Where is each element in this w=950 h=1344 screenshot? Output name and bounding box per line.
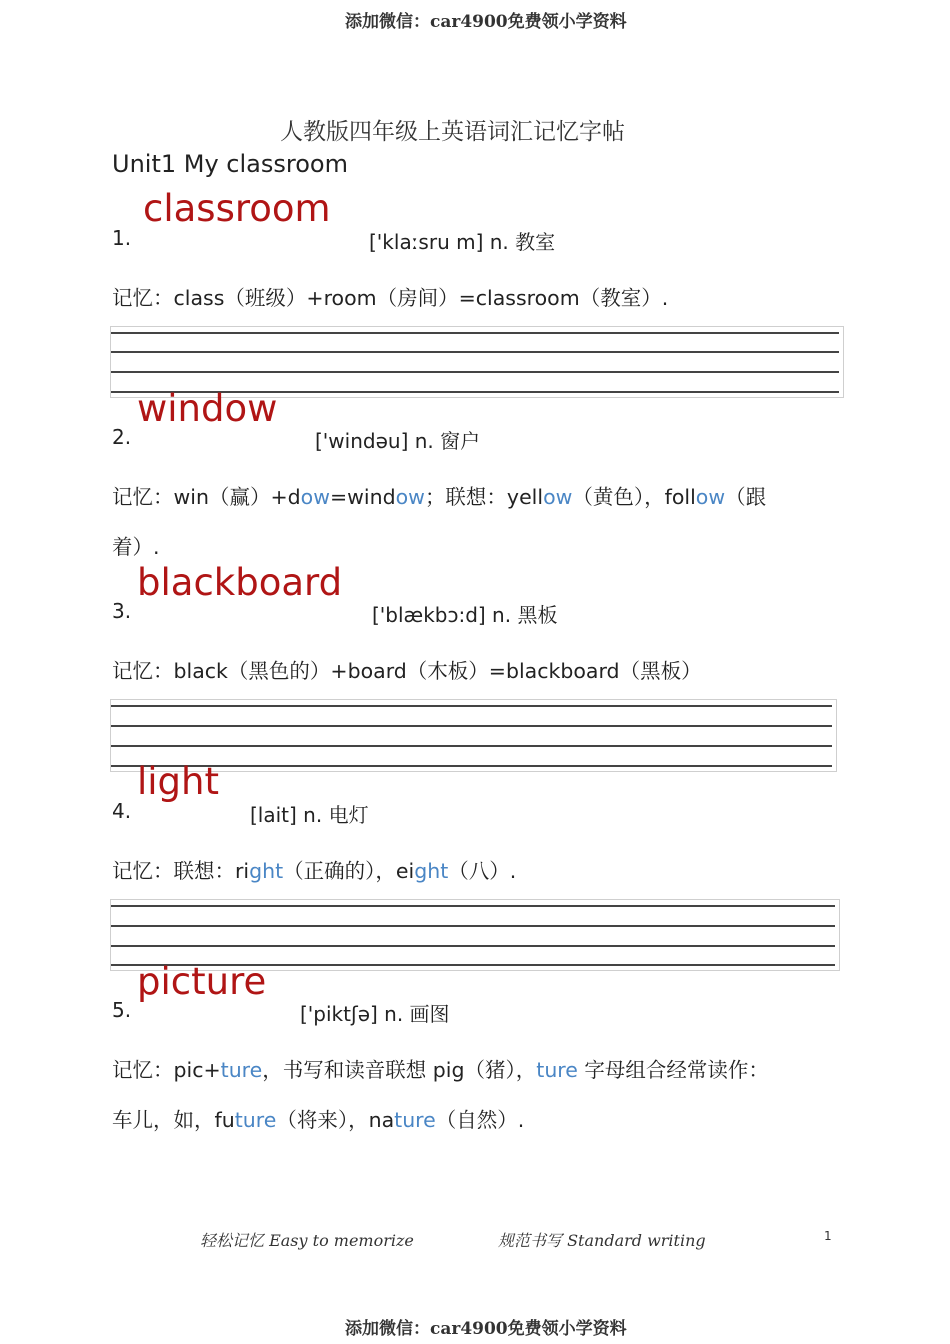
memory-tip: 记忆：class（班级）+room（房间）=classroom（教室）. [112,286,669,310]
phonetic: ['klaːsru m] n. 教室 [369,230,556,254]
page-number: 1 [824,1229,832,1243]
unit-heading: Unit1 My classroom [112,150,348,178]
memory-tip: 记忆：win（赢）+dow=window；联想：yellow（黄色），follow（跟 [112,485,767,509]
entry-number: 5. [112,998,132,1022]
watermark-bottom: 添加微信：car4900免费领小学资料 [345,1319,627,1339]
vocab-word: light [137,760,220,803]
entry-number: 1. [112,226,132,250]
footer-left: 轻松记忆 Easy to memorize [200,1231,414,1250]
vocab-word: classroom [143,187,331,230]
vocab-word: window [137,387,278,430]
memory-tip: 记忆：black（黑色的）+board（木板）=blackboard（黑板） [112,659,702,683]
vocab-word: blackboard [137,561,343,604]
phonetic: ['blækbɔ:d] n. 黑板 [372,603,558,627]
memory-tip-continued: 车儿，如，future（将来），nature（自然）. [112,1108,525,1132]
entry-number: 2. [112,425,132,449]
footer-right: 规范书写 Standard writing [498,1231,706,1250]
entry-number: 4. [112,799,132,823]
memory-tip: 记忆：联想：right（正确的），eight（八）. [112,859,517,883]
phonetic: [lait] n. 电灯 [250,803,369,827]
watermark-top: 添加微信：car4900免费领小学资料 [345,12,627,32]
memory-tip: 记忆：pic+ture，书写和读音联想 pig（猪），ture 字母组合经常读作： [112,1058,769,1082]
phonetic: ['piktʃə] n. 画图 [300,1002,450,1026]
phonetic: ['windəu] n. 窗户 [315,429,481,453]
writing-lines[interactable] [110,699,837,772]
memory-tip-continued: 着）. [112,535,160,559]
page-title: 人教版四年级上英语词汇记忆字帖 [280,119,625,145]
vocab-word: picture [137,960,267,1003]
entry-number: 3. [112,599,132,623]
